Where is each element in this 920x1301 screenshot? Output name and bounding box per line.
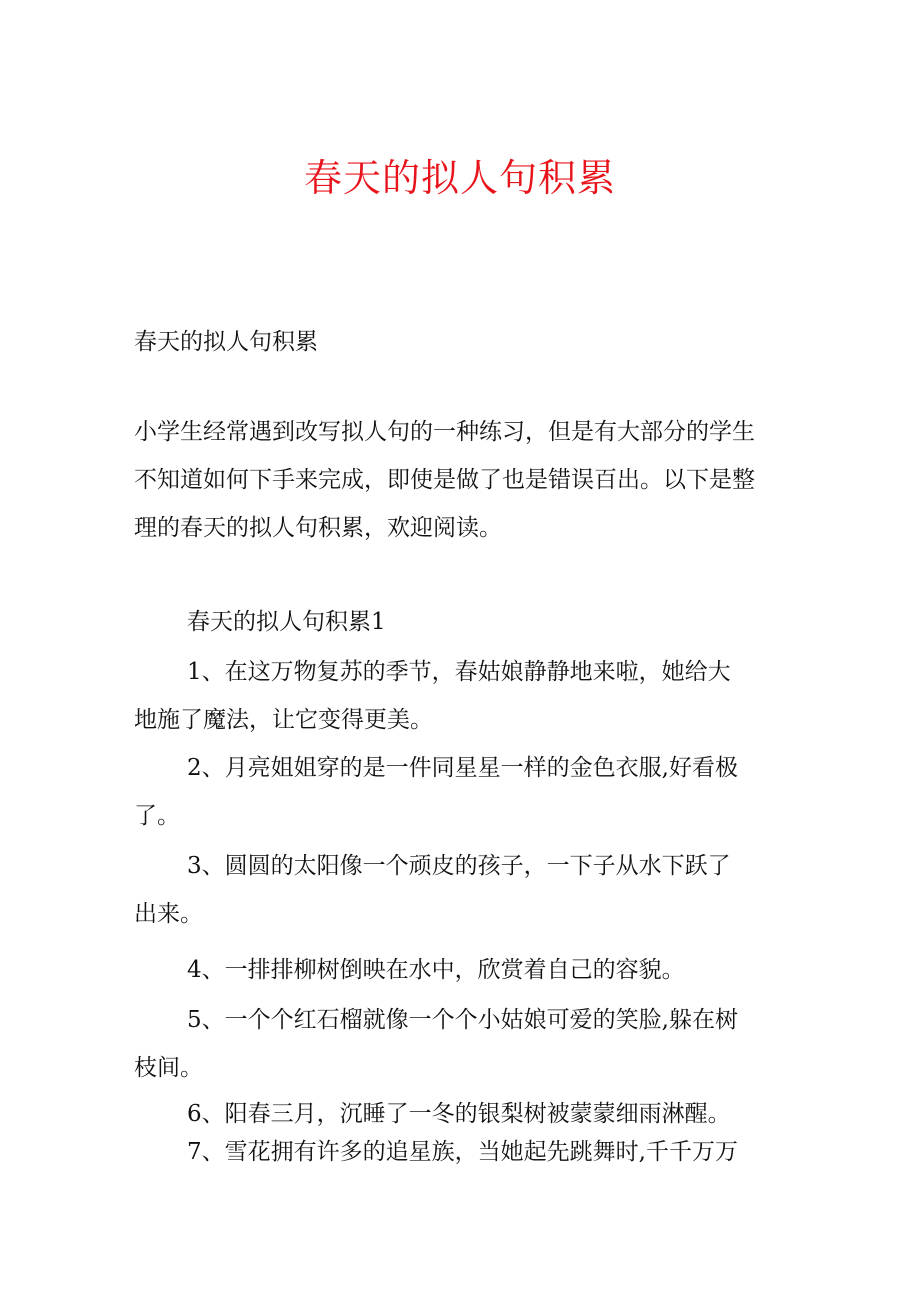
list-item-line: 7、雪花拥有许多的追星族，当她起先跳舞时,千千万万 — [187, 1139, 738, 1165]
list-item-3 — [134, 842, 794, 938]
section-heading-text: 春天的拟人句积累1 — [187, 609, 386, 635]
list-item-line: 4、一排排柳树倒映在水中，欣赏着自己的容貌。 — [187, 957, 685, 983]
list-item-line: 枝间。 — [134, 1055, 203, 1081]
list-item-line: 1、在这万物复苏的季节，春姑娘静静地来啦，她给大 — [187, 659, 731, 685]
list-item-4 — [134, 946, 794, 994]
section-heading — [134, 598, 794, 646]
intro-paragraph — [134, 408, 794, 552]
list-item-line: 5、一个个红石榴就像一个个小姑娘可爱的笑脸,躲在树 — [187, 1007, 738, 1033]
list-item-line: 地施了魔法，让它变得更美。 — [134, 707, 433, 733]
list-item-line: 出来。 — [134, 901, 203, 927]
list-item-7 — [134, 1128, 794, 1176]
intro-line: 理的春天的拟人句积累，欢迎阅读。 — [134, 515, 502, 541]
subtitle — [134, 318, 794, 366]
intro-line: 不知道如何下手来完成，即使是做了也是错误百出。以下是整 — [134, 467, 755, 493]
list-item-line: 3、圆圆的太阳像一个顽皮的孩子，一下子从水下跃了 — [187, 853, 731, 879]
list-item-1 — [134, 648, 794, 744]
list-item-line: 6、阳春三月，沉睡了一冬的银梨树被蒙蒙细雨淋醒。 — [187, 1101, 731, 1127]
document-title: 春天的拟人句积累 — [303, 156, 616, 200]
intro-line: 小学生经常遇到改写拟人句的一种练习，但是有大部分的学生 — [134, 419, 755, 445]
list-item-5 — [134, 996, 794, 1092]
list-item-2 — [134, 744, 794, 840]
list-item-line: 了。 — [134, 803, 180, 829]
subtitle-text: 春天的拟人句积累 — [134, 329, 318, 355]
list-item-line: 2、月亮姐姐穿的是一件同星星一样的金色衣服,好看极 — [187, 755, 738, 781]
